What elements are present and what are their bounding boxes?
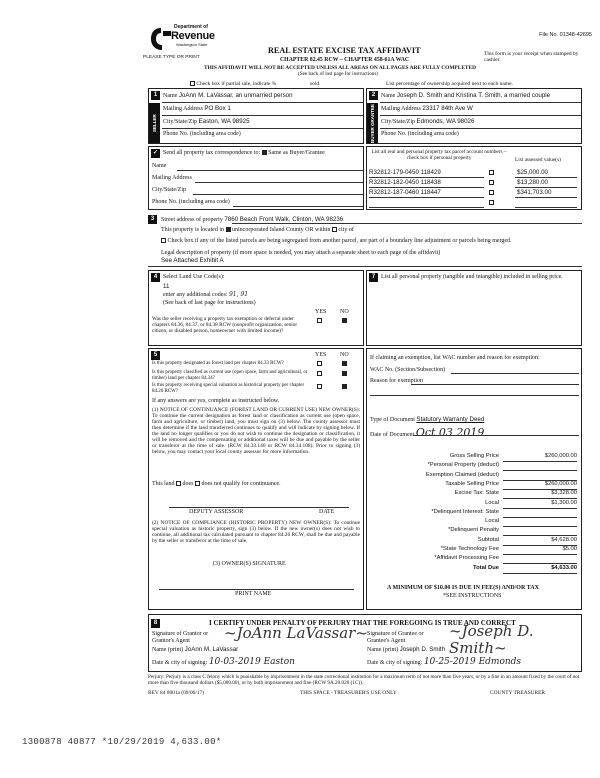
parcel-row: [369, 169, 579, 178]
grantee-signature[interactable]: ~Joseph D. Smith~: [449, 622, 534, 658]
tax-row: [367, 565, 581, 574]
personal-property-section: 7 List all personal property (tangible and intangible) included in selling price.: [366, 270, 582, 346]
historic-question: Is this property receiving special valuation as historical property per chapter 84.26 RCW?: [152, 383, 305, 394]
tax-row: [367, 472, 581, 481]
tax-label: *Delinquent Interest: State: [431, 508, 499, 515]
tax-row: [367, 500, 581, 509]
parcel-number[interactable]: R32812-187-0460 118447: [369, 189, 441, 196]
parcels-section: [366, 146, 582, 210]
buyer-city[interactable]: Edmonds, WA 98026: [416, 118, 475, 125]
forest-no-checkbox[interactable]: [342, 361, 347, 366]
legal-description-label: Legal description of property (if more space is needed, you may attach a separate sheet to each page of the affidavit): [161, 250, 441, 256]
personal-property-label: List all personal property (tangible and intangible) included in selling price.: [381, 274, 563, 280]
tax-row: [367, 518, 581, 527]
parcel-number[interactable]: R32812-179-0450 118429: [369, 169, 441, 176]
corr-phone[interactable]: Phone No. (including area code): [152, 199, 230, 205]
current-use-no-checkbox[interactable]: [342, 371, 347, 376]
does-not-qualify-checkbox[interactable]: [195, 481, 200, 486]
tax-row: [367, 527, 581, 536]
tax-label: Total Due: [473, 564, 499, 571]
document-date[interactable]: Oct 03 2019: [415, 426, 485, 439]
land-use-section: 4 Select Land Use Code(s): 11 enter any additional codes: 91, 91 (See back of last page for instructions) YES NO Was the seller receiving a property tax exemption or deferral under chapters 84.36, 84.37, or 84.38 RCW (nonprofit organization, senior citizen, or disabled person, homeowner with limited income)?: [148, 270, 364, 346]
compliance-text: (2) NOTICE OF COMPLIANCE (HISTORIC PROPERTY) NEW OWNER(S): To continue special valuation as historic property, sign (3) below. If the new owner(s) does not wish to continue, all additional tax calculated pursuant to chapter 84.26 RCW, shall be due and payable by the seller or transferor at the time of sale.: [152, 520, 360, 545]
historic-no-checkbox[interactable]: [342, 384, 347, 389]
claim-exemption: If claiming an exemption, list WAC number and reason for exemption:: [370, 355, 540, 361]
tax-row: [367, 462, 581, 471]
tax-label: *State Technology Fee: [440, 546, 499, 552]
parcel-row: [369, 179, 579, 188]
if-any-yes: If any answers are yes, complete as instructed below.: [152, 398, 280, 404]
land-use-code[interactable]: 11: [163, 283, 170, 290]
segregated-checkbox[interactable]: [161, 238, 166, 243]
treasurer-use: THIS SPACE - TREASURER'S USE ONLY: [300, 690, 397, 696]
seller-section: 1 SELLER GRANTOR Name JoAnn M. LaVassar, an unmarried person Mailing Address PO Box 1 City/State/Zip Easton, WA 98925 Phone No. (including area code): [148, 88, 364, 144]
additional-codes[interactable]: 91, 91: [228, 291, 249, 298]
partial-sale-checkbox[interactable]: [190, 81, 195, 86]
form-number: REV 84 0001a (09/06/17): [148, 690, 205, 696]
form-title: REAL ESTATE EXCISE TAX AFFIDAVIT: [268, 46, 421, 55]
street-address[interactable]: 7860 Beach Front Walk, Clinton, WA 98236: [224, 216, 344, 223]
legal-description[interactable]: See Attached Exhibit A: [161, 257, 224, 264]
tax-value[interactable]: $3,328.00: [551, 490, 577, 497]
grantee-date-city[interactable]: 10-25-2019 Edmonds: [423, 657, 522, 667]
tax-label: Excise Tax: State: [454, 490, 499, 497]
tax-label: *Personal Property (deduct): [427, 462, 499, 469]
buyer-phone[interactable]: Phone No. (including area code): [381, 131, 459, 137]
dor-logo: [150, 24, 215, 53]
assessed-header: List assessed value(s): [515, 157, 561, 163]
grantor-sig-label: Signature of Grantor or Grantor's Agent: [152, 631, 209, 644]
corr-mailing[interactable]: Mailing Address: [152, 175, 192, 181]
please-type: PLEASE TYPE OR PRINT: [143, 55, 200, 60]
tax-value[interactable]: $260,000.00: [544, 480, 577, 487]
minimum-due: A MINIMUM OF $10.00 IS DUE IN FEE(S) AND/OR TAX: [387, 585, 539, 591]
tax-label: Gross Selling Price: [449, 453, 499, 459]
dept-line1: Department of: [174, 24, 208, 30]
buyer-section: 2 BUYER GRANTEE Name Joseph D. Smith and Kristina T. Smith, a married couple Mailing Address 23317 84th Ave W City/State/Zip Edmonds, WA 98026 Phone No. (including area code): [366, 88, 582, 144]
tax-label: *Affidavit Processing Fee: [434, 555, 499, 562]
seller-name[interactable]: JoAnn M. LaVassar, an unmarried person: [178, 92, 293, 99]
receipt-note: This form is your receipt when stamped by cashier.: [484, 51, 579, 64]
grantor-date-city[interactable]: 10-03-2019 Easton: [208, 657, 295, 667]
exemption-no-checkbox[interactable]: [342, 318, 347, 323]
tax-row: [367, 453, 581, 462]
tax-value[interactable]: $4,628.00: [551, 536, 577, 543]
tax-label: Taxable Selling Price: [445, 480, 499, 487]
tax-label: Local: [485, 499, 499, 506]
tax-label: Exemption Claimed (deduct): [425, 471, 499, 478]
buyer-name[interactable]: Joseph D. Smith and Kristina T. Smith, a married couple: [396, 92, 551, 99]
same-as-buyer-checkbox[interactable]: [262, 150, 267, 155]
tax-row: [367, 555, 581, 564]
correspondence-section: ✓ Send all property tax correspondence to: Same as Buyer/Grantee Name Mailing Address City/State/Zip Phone No. (including area code): [148, 146, 364, 210]
wac-number[interactable]: WAC No. (Section/Subsection): [370, 367, 446, 373]
tax-value[interactable]: $5.00: [562, 546, 577, 552]
exemption-reason[interactable]: Reason for exemption: [370, 378, 423, 384]
tax-value[interactable]: $260,000.00: [544, 453, 577, 459]
buyer-mailing[interactable]: 23317 84th Ave W: [422, 105, 473, 112]
see-back-top: (See back of last page for instructions): [298, 71, 379, 77]
tax-label: Local: [485, 518, 499, 525]
parcel-number[interactable]: R32812-182-0450 118438: [369, 179, 441, 186]
form-subtitle: CHAPTER 82.45 RCW – CHAPTER 458-61A WAC: [280, 57, 410, 63]
current-use-section: 5 YES NO Is this property designated as forest land per chapter 84.33 RCW? Is this property classified as current use (open space, farm and agricultural, or timber) land per chapter 84.34? Is this property receiving special valuation as historical property per chapter 84.26 RCW? If any answers are yes, complete as instructed below. (1) NOTICE OF CONTINUANCE (FOREST LAND OR CURRENT USE) NEW OWNER(S): To continue the current designation as forest land or classification as current use (open space, farm and agriculture, or timber) land, you must sign on (3) below. The county assessor must then determine if the land transferred continues to qualify and will indicate by signing below. If the land no longer qualifies or you do not wish to continue the designation or classification, it will be removed and the compensating or additional taxes will be due and payable by the seller or transferor at the time of sale. (RCW 84.33.140 or RCW 84.34.108). Prior to signing (3) below, you may contact your local county assessor for more information. This land does does not qualify for continuance. DEPUTY ASSESSOR DATE (2) NOTICE OF COMPLIANCE (HISTORIC PROPERTY) NEW OWNER(S): To continue special valuation as historic property, sign (3) below. If the new owner(s) does not wish to continue, all additional tax calculated pursuant to chapter 84.26 RCW, shall be due and payable by the seller or transferor at the time of sale. (3) OWNER(S) SIGNATURE PRINT NAME: [148, 348, 364, 610]
tax-label: Subtotal: [477, 536, 499, 543]
tax-section: If claiming an exemption, list WAC number and reason for exemption: WAC No. (Section/Subsection) Reason for exemption Type of Document Statutory Warranty Deed Date of Document Oct 03 2019 Gross Selling Price $260,000.00 *Personal Property (deduct) Exemption Claimed (deduct) Taxable Selling Price $260,000.00 Excise Tax: State $3,328.00 Local $1,300.00 *Delinquent Interest: State Local *Delinquent Penalty Subtotal $4,628.00 *State Technology Fee $5.00 *Affidavit Processing Fee Total Due $4,633.00 A MINIMUM OF $10.00 IS DUE IN FEE(S) AND/OR TAX *SEE INSTRUCTIONS: [366, 348, 582, 610]
corr-name[interactable]: Name: [152, 163, 167, 169]
city-of-checkbox[interactable]: [332, 227, 337, 232]
document-type[interactable]: Statutory Warranty Deed: [416, 416, 485, 423]
tax-value[interactable]: $1,300.00: [551, 499, 577, 506]
parcel-row: [369, 199, 579, 208]
buyer-side-label: BUYER GRANTEE: [367, 103, 378, 143]
grantor-signature[interactable]: ~JoAnn LaVassar~: [224, 624, 368, 642]
partial-sale-label: Check box if partial sale, indicate %: [190, 81, 276, 87]
grantor-print-name[interactable]: JoAnn M. LaVassar: [184, 646, 239, 653]
assessed-value[interactable]: $13,280.00: [517, 179, 548, 186]
receipt-stamp: 1300878 40877 *10/29/2019 4,633.00*: [22, 737, 222, 747]
unincorporated-checkbox[interactable]: [226, 227, 231, 232]
exemption-question: Was the seller receiving a property tax exemption or deferral under chapters 84.36, 84.37, or 84.38 RCW (nonprofit organization, senior citizen, or disabled person, homeowner with limited income)?: [152, 316, 298, 335]
owner-signature[interactable]: (3) OWNER(S) SIGNATURE: [213, 561, 286, 567]
personal-property-checkbox[interactable]: [489, 170, 494, 175]
exemption-yes-checkbox[interactable]: [317, 318, 322, 323]
sold-label: sold.: [310, 81, 321, 87]
file-number: File No. 01348-42695: [539, 32, 592, 38]
seller-city[interactable]: Easton, WA 98925: [198, 118, 250, 125]
tax-row: [367, 490, 581, 499]
current-use-yes-checkbox[interactable]: [317, 371, 322, 376]
print-name[interactable]: PRINT NAME: [235, 591, 272, 597]
list-percentage-note: List percentage of ownership acquired next to each name.: [386, 81, 513, 87]
certification-section: 8 I CERTIFY UNDER PENALTY OF PERJURY THAT THE FOREGOING IS TRUE AND CORRECT Signature of Grantor or Grantor's Agent ~JoAnn LaVassar~ Name (print) JoAnn M. LaVassar Date & city of signing: 10-03-2019 Easton Signature of Grantee or Grantee's Agent ~Joseph D. Smith~ Name (print) Joseph D. Smith Date & city of signing: 10-25-2019 Edmonds: [148, 614, 582, 672]
forest-yes-checkbox[interactable]: [317, 361, 322, 366]
continuance-text: (1) NOTICE OF CONTINUANCE (FOREST LAND OR CURRENT USE) NEW OWNER(S): To continue the current designation as forest land or classification as current use (open space, farm and agriculture, or timber) land, you must sign on (3) below. The county assessor must then determine if the land transferred continues to qualify and will indicate by signing below. If the land no longer qualifies or you do not wish to continue the designation or classification, it will be removed and the compensating or additional taxes will be due and payable by the seller or transferor at the time of sale. (RCW 84.33.140 or RCW 84.34.108). Prior to signing (3) below, you may contact your local county assessor for more information.: [152, 407, 360, 456]
personal-property-checkbox[interactable]: [489, 190, 494, 195]
grantee-print-name[interactable]: Joseph D. Smith: [399, 646, 446, 653]
dor-logo-icon: [150, 27, 172, 51]
historic-yes-checkbox[interactable]: [317, 384, 322, 389]
tax-row: [367, 481, 581, 490]
form-warning: THIS AFFIDAVIT WILL NOT BE ACCEPTED UNLESS ALL AREAS ON ALL PAGES ARE FULLY COMPLETED: [204, 65, 477, 71]
tax-row: [367, 546, 581, 555]
tax-value[interactable]: $4,633.00: [551, 564, 577, 571]
tax-row: [367, 537, 581, 546]
tax-row: [367, 509, 581, 518]
does-qualify-checkbox[interactable]: [176, 481, 181, 486]
dept-line2: Revenue: [171, 30, 215, 42]
certify-statement: I CERTIFY UNDER PENALTY OF PERJURY THAT THE FOREGOING IS TRUE AND CORRECT: [209, 619, 516, 627]
seller-side-label: SELLER GRANTOR: [149, 103, 160, 143]
assessed-value[interactable]: $25,000.00: [517, 169, 548, 176]
corr-city[interactable]: City/State/Zip: [152, 187, 186, 193]
personal-property-checkbox[interactable]: [489, 180, 494, 185]
land-use-see-back: (See back of last page for instructions): [163, 300, 256, 306]
assessed-value[interactable]: $341,703.00: [517, 189, 552, 196]
see-instructions: *SEE INSTRUCTIONS: [443, 593, 502, 599]
perjury-notice: Perjury: Perjury is a class C felony which is punishable by imprisonment in the state correctional institution for a maximum term of not more than five years, or by a fine in an amount fixed by the court of not more than five thousand dollars ($5,000.00), or by both imprisonment and fine (RCW 9A.20.020 (1C)).: [148, 674, 580, 686]
current-use-question: Is this property classified as current use (open space, farm and agricultural, or timber) land per chapter 84.34?: [152, 370, 308, 381]
tax-label: *Delinquent Penalty: [448, 527, 499, 534]
land-use-label: Select Land Use Code(s):: [163, 274, 225, 280]
dept-line3: Washington State: [176, 42, 208, 47]
personal-property-checkbox[interactable]: [489, 200, 494, 205]
seller-phone[interactable]: Phone No. (including area code): [163, 131, 241, 137]
parcels-header: List all real and personal property tax parcel account numbers – check box if personal property: [371, 149, 507, 162]
grantee-sig-label: Signature of Grantee or Grantee's Agent: [367, 631, 424, 644]
parcel-row: [369, 189, 579, 198]
county-treasurer: COUNTY TREASURER: [490, 690, 545, 696]
seller-mailing[interactable]: PO Box 1: [204, 105, 231, 112]
forest-question: Is this property designated as forest land per chapter 84.33 RCW?: [152, 361, 284, 366]
